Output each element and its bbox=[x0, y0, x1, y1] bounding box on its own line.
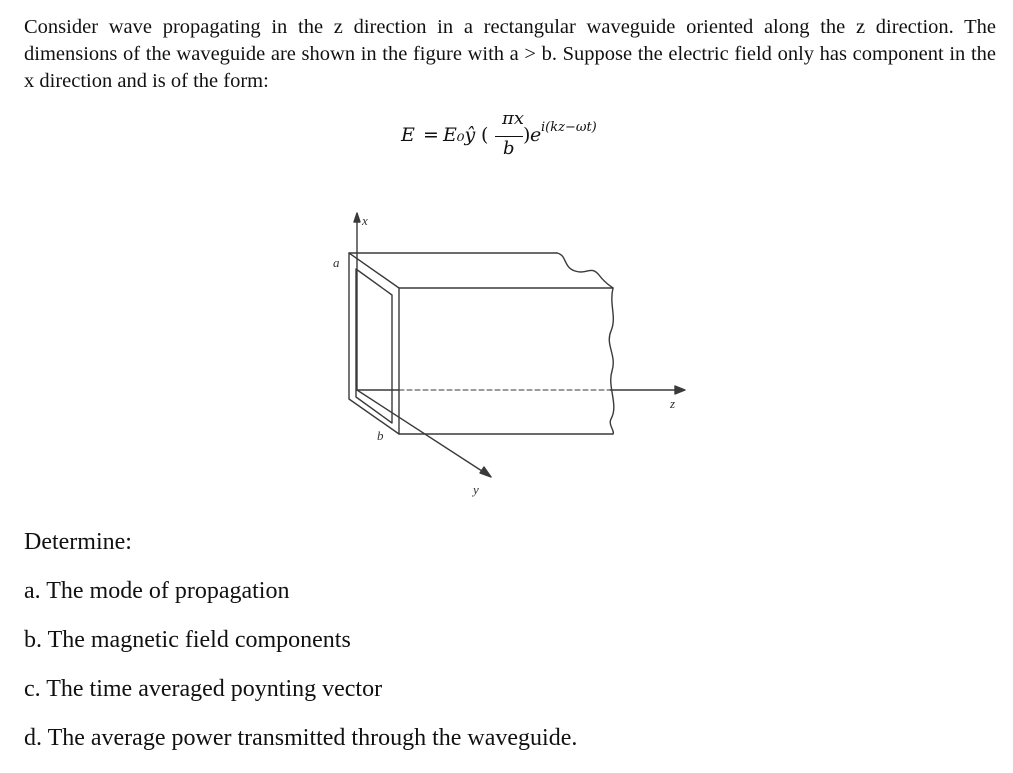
equation-equals-sign: = bbox=[423, 124, 439, 146]
questions-heading: Determine: bbox=[24, 529, 132, 555]
y-axis-arrow bbox=[480, 467, 491, 477]
equation-paren-open: ( bbox=[481, 124, 489, 146]
equation-numerator: πx bbox=[502, 108, 524, 129]
equation-fraction-bar bbox=[495, 136, 523, 137]
waveguide-top-break bbox=[557, 253, 613, 288]
label-z: z bbox=[670, 396, 676, 411]
label-y: y bbox=[473, 482, 479, 497]
equation-lhs: E bbox=[401, 124, 415, 146]
equation-denominator: b bbox=[503, 138, 515, 159]
label-x: x bbox=[362, 213, 368, 228]
question-item: b. The magnetic field components bbox=[24, 627, 351, 653]
label-b: b bbox=[377, 428, 384, 443]
waveguide-figure bbox=[325, 205, 695, 505]
z-axis-arrow bbox=[675, 386, 685, 394]
question-item: d. The average power transmitted through the waveguide. bbox=[24, 725, 578, 751]
waveguide-right-break bbox=[609, 288, 614, 434]
questions-list bbox=[24, 528, 577, 773]
equation-amplitude: E₀ŷ bbox=[443, 124, 476, 146]
x-axis-arrow bbox=[354, 213, 360, 222]
label-a: a bbox=[333, 255, 340, 270]
equation-exp-base: e bbox=[530, 124, 542, 146]
equation-paren-close: ) bbox=[523, 124, 531, 146]
electric-field-equation bbox=[399, 108, 639, 168]
question-item: c. The time averaged poynting vector bbox=[24, 676, 383, 702]
equation-exponent: i(kz−ωt) bbox=[541, 120, 597, 135]
waveguide-front-face-inner bbox=[356, 269, 392, 423]
question-item: a. The mode of propagation bbox=[24, 578, 290, 604]
problem-statement: Consider wave propagating in the z direction in a rectangular waveguide oriented along the z direction. The dimensions of the waveguide are shown in the figure with a > b. Suppose the electric field only has component in the x direction and is of the form: bbox=[24, 16, 996, 92]
